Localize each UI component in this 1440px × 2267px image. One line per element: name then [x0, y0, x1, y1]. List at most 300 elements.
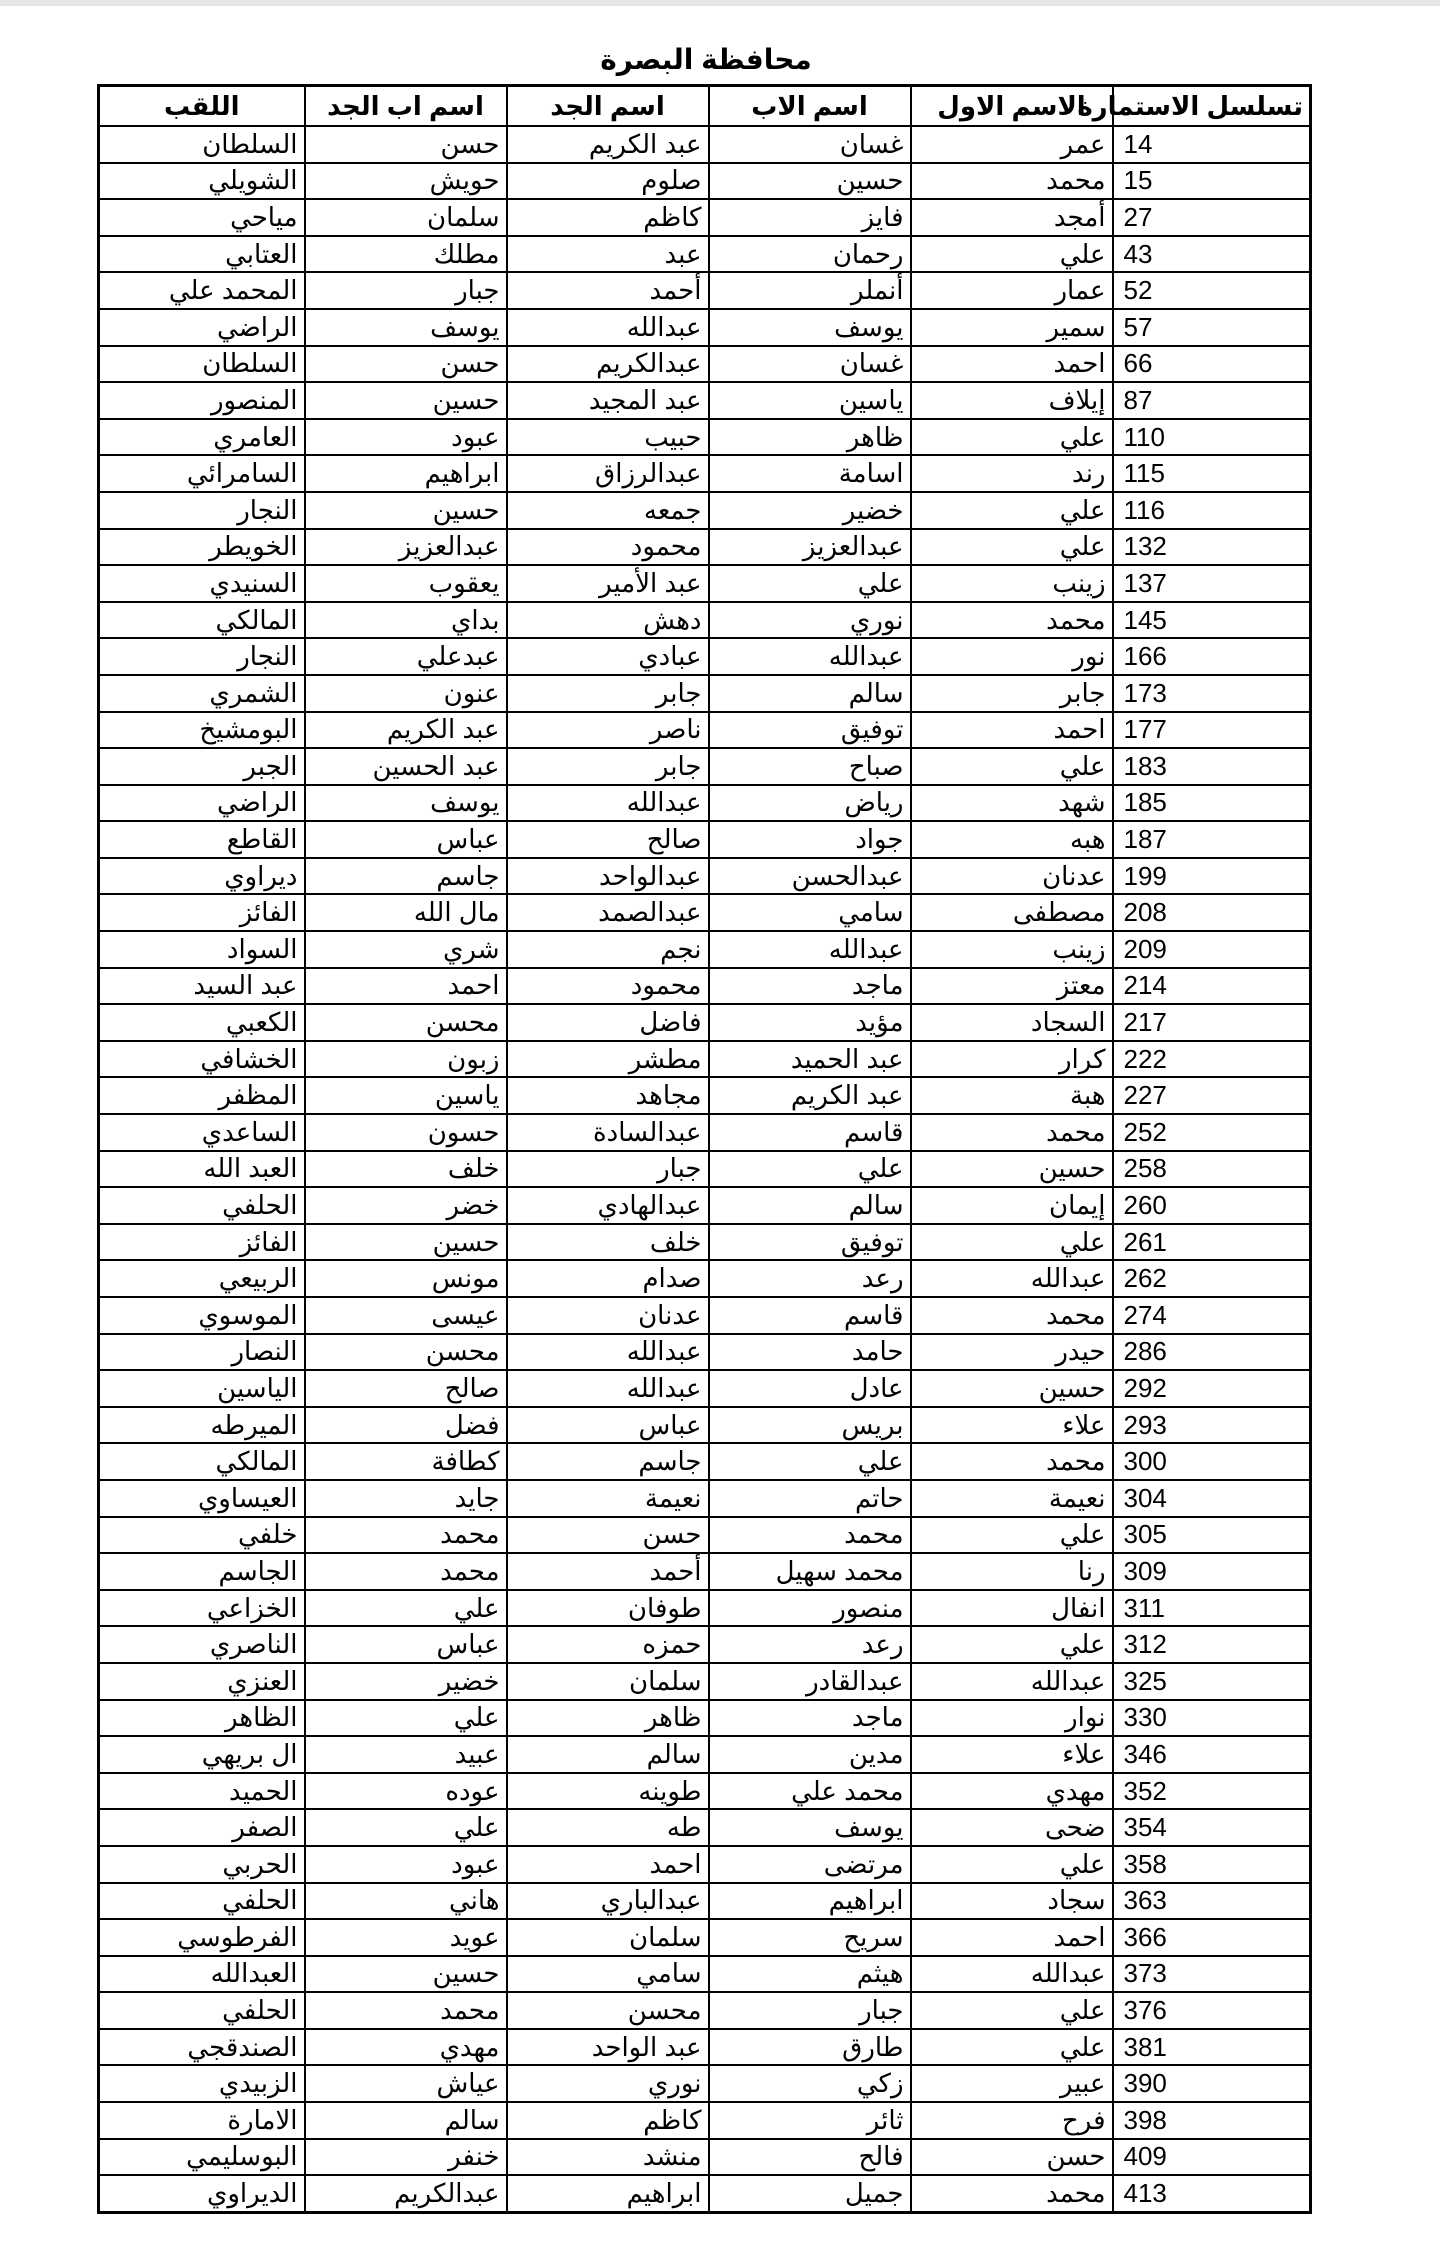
surname-cell: الراضي	[99, 309, 305, 346]
table-row	[99, 1626, 1311, 1663]
father-name-cell: منصور	[709, 1590, 911, 1627]
grandfather-name-cell: عبدالله	[507, 1370, 709, 1407]
form-sequence-cell: 66	[1113, 346, 1311, 383]
table-row	[99, 712, 1311, 749]
form-sequence-cell: 352	[1113, 1773, 1311, 1810]
father-name-cell: مرتضى	[709, 1846, 911, 1883]
table-row	[99, 455, 1311, 492]
surname-cell: العنزي	[99, 1663, 305, 1700]
first-name-cell: علاء	[911, 1736, 1113, 1773]
father-name-cell: اسامة	[709, 455, 911, 492]
first-name-cell: نعيمة	[911, 1480, 1113, 1517]
grandfather-name-cell: جمعه	[507, 492, 709, 529]
first-name-cell: علي	[911, 1517, 1113, 1554]
first-name-cell: علاء	[911, 1407, 1113, 1444]
great-grandfather-name-cell: عبيد	[305, 1736, 507, 1773]
form-sequence-cell: 381	[1113, 2029, 1311, 2066]
grandfather-name-cell: طه	[507, 1809, 709, 1846]
first-name-cell: جابر	[911, 675, 1113, 712]
table-row	[99, 2065, 1311, 2102]
form-sequence-cell: 390	[1113, 2065, 1311, 2102]
table-row	[99, 382, 1311, 419]
great-grandfather-name-cell: علي	[305, 1700, 507, 1737]
grandfather-name-cell: خلف	[507, 1224, 709, 1261]
table-row	[99, 675, 1311, 712]
surname-cell: السامرائي	[99, 455, 305, 492]
table-row	[99, 2139, 1311, 2176]
surname-cell: السواد	[99, 931, 305, 968]
table-row	[99, 1883, 1311, 1920]
grandfather-name-cell: عبد الأمير	[507, 565, 709, 602]
grandfather-name-cell: نعيمة	[507, 1480, 709, 1517]
surname-cell: الحلفي	[99, 1187, 305, 1224]
form-sequence-cell: 187	[1113, 821, 1311, 858]
form-sequence-cell: 177	[1113, 712, 1311, 749]
first-name-cell: السجاد	[911, 1004, 1113, 1041]
first-name-cell: زينب	[911, 565, 1113, 602]
grandfather-name-cell: حمزه	[507, 1626, 709, 1663]
great-grandfather-name-cell: محمد	[305, 1517, 507, 1554]
form-sequence-cell: 311	[1113, 1590, 1311, 1627]
surname-cell: عبد السيد	[99, 968, 305, 1005]
first-name-cell: كرار	[911, 1041, 1113, 1078]
great-grandfather-name-cell: مهدي	[305, 2029, 507, 2066]
grandfather-name-cell: أحمد	[507, 272, 709, 309]
father-name-cell: عبد الكريم	[709, 1077, 911, 1114]
form-sequence-cell: 116	[1113, 492, 1311, 529]
surname-cell: الظاهر	[99, 1700, 305, 1737]
grandfather-name-cell: عباس	[507, 1407, 709, 1444]
form-sequence-cell: 183	[1113, 748, 1311, 785]
great-grandfather-name-cell: عيسى	[305, 1297, 507, 1334]
great-grandfather-name-cell: ابراهيم	[305, 455, 507, 492]
father-name-cell: رياض	[709, 785, 911, 822]
grandfather-name-cell: حبيب	[507, 419, 709, 456]
form-sequence-cell: 27	[1113, 199, 1311, 236]
great-grandfather-name-cell: يوسف	[305, 785, 507, 822]
form-sequence-cell: 300	[1113, 1443, 1311, 1480]
father-name-cell: ماجد	[709, 968, 911, 1005]
first-name-cell: محمد	[911, 1297, 1113, 1334]
first-name-cell: أمجد	[911, 199, 1113, 236]
father-name-cell: جميل	[709, 2175, 911, 2212]
table-row	[99, 785, 1311, 822]
table-row	[99, 1809, 1311, 1846]
father-name-cell: توفيق	[709, 1224, 911, 1261]
great-grandfather-name-cell: جاسم	[305, 858, 507, 895]
first-name-cell: شهد	[911, 785, 1113, 822]
form-sequence-cell: 14	[1113, 126, 1311, 163]
first-name-cell: محمد	[911, 2175, 1113, 2212]
great-grandfather-name-cell: محمد	[305, 1553, 507, 1590]
father-name-cell: توفيق	[709, 712, 911, 749]
surname-cell: الربيعي	[99, 1260, 305, 1297]
father-name-cell: عبدالعزيز	[709, 529, 911, 566]
table-row	[99, 419, 1311, 456]
grandfather-name-cell: جابر	[507, 675, 709, 712]
first-name-cell: هبه	[911, 821, 1113, 858]
grandfather-name-cell: دهش	[507, 602, 709, 639]
great-grandfather-name-cell: عبدالكريم	[305, 2175, 507, 2212]
great-grandfather-name-cell: هاني	[305, 1883, 507, 1920]
great-grandfather-name-cell: خضير	[305, 1663, 507, 1700]
form-sequence-cell: 110	[1113, 419, 1311, 456]
form-sequence-cell: 57	[1113, 309, 1311, 346]
father-name-cell: علي	[709, 1151, 911, 1188]
grandfather-name-cell: عبدالصمد	[507, 894, 709, 931]
surname-cell: الفرطوسي	[99, 1919, 305, 1956]
father-name-cell: فايز	[709, 199, 911, 236]
table-row	[99, 858, 1311, 895]
grandfather-name-cell: طوفان	[507, 1590, 709, 1627]
header-surname: اللقب	[99, 86, 305, 127]
grandfather-name-cell: جاسم	[507, 1443, 709, 1480]
document-sheet	[100, 36, 1312, 2214]
great-grandfather-name-cell: سلمان	[305, 199, 507, 236]
great-grandfather-name-cell: عويد	[305, 1919, 507, 1956]
table-header-row	[99, 86, 1311, 127]
grandfather-name-cell: محمود	[507, 529, 709, 566]
great-grandfather-name-cell: شري	[305, 931, 507, 968]
table-row	[99, 1041, 1311, 1078]
form-sequence-cell: 252	[1113, 1114, 1311, 1151]
surname-cell: الحلفي	[99, 1883, 305, 1920]
surname-cell: الفائز	[99, 1224, 305, 1261]
first-name-cell: مهدي	[911, 1773, 1113, 1810]
father-name-cell: ثائر	[709, 2102, 911, 2139]
great-grandfather-name-cell: كطافة	[305, 1443, 507, 1480]
surname-cell: الحلفي	[99, 1992, 305, 2029]
grandfather-name-cell: سلمان	[507, 1663, 709, 1700]
father-name-cell: حسين	[709, 163, 911, 200]
form-sequence-cell: 209	[1113, 931, 1311, 968]
grandfather-name-cell: عبادي	[507, 638, 709, 675]
top-border-strip	[0, 0, 1440, 6]
great-grandfather-name-cell: احمد	[305, 968, 507, 1005]
page-title: محافظة البصرة	[600, 44, 812, 75]
father-name-cell: عبدالله	[709, 638, 911, 675]
surname-cell: خلفي	[99, 1517, 305, 1554]
surname-cell: السلطان	[99, 346, 305, 383]
table-row	[99, 1663, 1311, 1700]
surname-cell: العبد الله	[99, 1151, 305, 1188]
grandfather-name-cell: عبدالواحد	[507, 858, 709, 895]
surname-cell: ديراوي	[99, 858, 305, 895]
great-grandfather-name-cell: محمد	[305, 1992, 507, 2029]
surname-cell: العتابي	[99, 236, 305, 273]
great-grandfather-name-cell: زبون	[305, 1041, 507, 1078]
father-name-cell: صباح	[709, 748, 911, 785]
great-grandfather-name-cell: حسون	[305, 1114, 507, 1151]
first-name-cell: عدنان	[911, 858, 1113, 895]
form-sequence-cell: 286	[1113, 1334, 1311, 1371]
surname-cell: البومشيخ	[99, 712, 305, 749]
table-row	[99, 1846, 1311, 1883]
grandfather-name-cell: كاظم	[507, 199, 709, 236]
surname-cell: الخزاعي	[99, 1590, 305, 1627]
father-name-cell: علي	[709, 565, 911, 602]
grandfather-name-cell: عبد	[507, 236, 709, 273]
form-sequence-cell: 217	[1113, 1004, 1311, 1041]
great-grandfather-name-cell: جايد	[305, 1480, 507, 1517]
table-row	[99, 748, 1311, 785]
great-grandfather-name-cell: محسن	[305, 1334, 507, 1371]
table-row	[99, 2175, 1311, 2212]
table-row	[99, 346, 1311, 383]
father-name-cell: عبدالحسن	[709, 858, 911, 895]
header-first-name: الاسم الاول	[911, 86, 1113, 127]
father-name-cell: سريح	[709, 1919, 911, 1956]
grandfather-name-cell: سالم	[507, 1736, 709, 1773]
grandfather-name-cell: مطشر	[507, 1041, 709, 1078]
surname-cell: الخويطر	[99, 529, 305, 566]
first-name-cell: علي	[911, 1224, 1113, 1261]
form-sequence-cell: 262	[1113, 1260, 1311, 1297]
grandfather-name-cell: أحمد	[507, 1553, 709, 1590]
grandfather-name-cell: عبدالله	[507, 1334, 709, 1371]
grandfather-name-cell: كاظم	[507, 2102, 709, 2139]
form-sequence-cell: 227	[1113, 1077, 1311, 1114]
table-row	[99, 1553, 1311, 1590]
table-row	[99, 1004, 1311, 1041]
form-sequence-cell: 214	[1113, 968, 1311, 1005]
great-grandfather-name-cell: عبود	[305, 1846, 507, 1883]
surname-cell: النجار	[99, 638, 305, 675]
great-grandfather-name-cell: بداي	[305, 602, 507, 639]
form-sequence-cell: 409	[1113, 2139, 1311, 2176]
great-grandfather-name-cell: جبار	[305, 272, 507, 309]
father-name-cell: عادل	[709, 1370, 911, 1407]
table-row	[99, 1151, 1311, 1188]
form-sequence-cell: 15	[1113, 163, 1311, 200]
surname-cell: الميرطه	[99, 1407, 305, 1444]
grandfather-name-cell: محمود	[507, 968, 709, 1005]
grandfather-name-cell: منشد	[507, 2139, 709, 2176]
surname-cell: المالكي	[99, 1443, 305, 1480]
father-name-cell: مدين	[709, 1736, 911, 1773]
great-grandfather-name-cell: يعقوب	[305, 565, 507, 602]
great-grandfather-name-cell: خلف	[305, 1151, 507, 1188]
father-name-cell: رعد	[709, 1626, 911, 1663]
table-row	[99, 1224, 1311, 1261]
first-name-cell: إيمان	[911, 1187, 1113, 1224]
form-sequence-cell: 358	[1113, 1846, 1311, 1883]
grandfather-name-cell: عبد المجيد	[507, 382, 709, 419]
father-name-cell: سالم	[709, 675, 911, 712]
great-grandfather-name-cell: حسين	[305, 492, 507, 529]
surname-cell: الزبيدي	[99, 2065, 305, 2102]
first-name-cell: محمد	[911, 1443, 1113, 1480]
great-grandfather-name-cell: حسن	[305, 346, 507, 383]
table-row	[99, 236, 1311, 273]
table-row	[99, 2102, 1311, 2139]
table-row	[99, 1370, 1311, 1407]
father-name-cell: زكي	[709, 2065, 911, 2102]
grandfather-name-cell: عبد الكريم	[507, 126, 709, 163]
father-name-cell: ظاهر	[709, 419, 911, 456]
great-grandfather-name-cell: محسن	[305, 1004, 507, 1041]
surname-cell: الحميد	[99, 1773, 305, 1810]
surname-cell: الصندقجي	[99, 2029, 305, 2066]
first-name-cell: احمد	[911, 346, 1113, 383]
form-sequence-cell: 199	[1113, 858, 1311, 895]
first-name-cell: عبدالله	[911, 1663, 1113, 1700]
father-name-cell: قاسم	[709, 1297, 911, 1334]
form-sequence-cell: 373	[1113, 1956, 1311, 1993]
surname-cell: الناصري	[99, 1626, 305, 1663]
grandfather-name-cell: حسن	[507, 1517, 709, 1554]
first-name-cell: محمد	[911, 602, 1113, 639]
first-name-cell: عمار	[911, 272, 1113, 309]
grandfather-name-cell: احمد	[507, 1846, 709, 1883]
surname-cell: النجار	[99, 492, 305, 529]
surname-cell: المنصور	[99, 382, 305, 419]
table-row	[99, 1114, 1311, 1151]
first-name-cell: محمد	[911, 163, 1113, 200]
first-name-cell: نوار	[911, 1700, 1113, 1737]
first-name-cell: علي	[911, 748, 1113, 785]
form-sequence-cell: 261	[1113, 1224, 1311, 1261]
great-grandfather-name-cell: عوده	[305, 1773, 507, 1810]
table-row	[99, 968, 1311, 1005]
first-name-cell: علي	[911, 1626, 1113, 1663]
first-name-cell: انفال	[911, 1590, 1113, 1627]
great-grandfather-name-cell: فضل	[305, 1407, 507, 1444]
grandfather-name-cell: صالح	[507, 821, 709, 858]
form-sequence-cell: 185	[1113, 785, 1311, 822]
grandfather-name-cell: نوري	[507, 2065, 709, 2102]
first-name-cell: علي	[911, 529, 1113, 566]
first-name-cell: احمد	[911, 1919, 1113, 1956]
form-sequence-cell: 258	[1113, 1151, 1311, 1188]
form-sequence-cell: 260	[1113, 1187, 1311, 1224]
surname-cell: مياحي	[99, 199, 305, 236]
first-name-cell: محمد	[911, 1114, 1113, 1151]
first-name-cell: احمد	[911, 712, 1113, 749]
great-grandfather-name-cell: عياش	[305, 2065, 507, 2102]
form-sequence-cell: 330	[1113, 1700, 1311, 1737]
surname-cell: الياسين	[99, 1370, 305, 1407]
grandfather-name-cell: محسن	[507, 1992, 709, 2029]
surname-cell: الساعدي	[99, 1114, 305, 1151]
father-name-cell: غسان	[709, 126, 911, 163]
form-sequence-cell: 87	[1113, 382, 1311, 419]
great-grandfather-name-cell: علي	[305, 1809, 507, 1846]
first-name-cell: نور	[911, 638, 1113, 675]
surname-cell: الشمري	[99, 675, 305, 712]
great-grandfather-name-cell: عباس	[305, 821, 507, 858]
table-row	[99, 272, 1311, 309]
table-row	[99, 529, 1311, 566]
great-grandfather-name-cell: حويش	[305, 163, 507, 200]
table-row	[99, 163, 1311, 200]
first-name-cell: علي	[911, 236, 1113, 273]
great-grandfather-name-cell: مال الله	[305, 894, 507, 931]
table-row	[99, 1297, 1311, 1334]
grandfather-name-cell: عبدالرزاق	[507, 455, 709, 492]
grandfather-name-cell: ظاهر	[507, 1700, 709, 1737]
form-sequence-cell: 413	[1113, 2175, 1311, 2212]
great-grandfather-name-cell: خضر	[305, 1187, 507, 1224]
first-name-cell: علي	[911, 2029, 1113, 2066]
names-table	[97, 84, 1312, 2214]
surname-cell: المالكي	[99, 602, 305, 639]
table-row	[99, 1480, 1311, 1517]
first-name-cell: إيلاف	[911, 382, 1113, 419]
header-form-sequence: تسلسل الاستمارة	[1113, 86, 1311, 127]
form-sequence-cell: 346	[1113, 1736, 1311, 1773]
grandfather-name-cell: نجم	[507, 931, 709, 968]
table-row	[99, 1590, 1311, 1627]
father-name-cell: عبدالقادر	[709, 1663, 911, 1700]
father-name-cell: ياسين	[709, 382, 911, 419]
grandfather-name-cell: فاضل	[507, 1004, 709, 1041]
great-grandfather-name-cell: حسن	[305, 126, 507, 163]
first-name-cell: رند	[911, 455, 1113, 492]
surname-cell: النصار	[99, 1334, 305, 1371]
table-body	[99, 126, 1311, 2212]
father-name-cell: فالح	[709, 2139, 911, 2176]
great-grandfather-name-cell: حسين	[305, 382, 507, 419]
surname-cell: القاطع	[99, 821, 305, 858]
table-row	[99, 2029, 1311, 2066]
form-sequence-cell: 312	[1113, 1626, 1311, 1663]
table-row	[99, 1334, 1311, 1371]
father-name-cell: عبدالله	[709, 931, 911, 968]
first-name-cell: علي	[911, 1846, 1113, 1883]
grandfather-name-cell: عبدالكريم	[507, 346, 709, 383]
table-row	[99, 1260, 1311, 1297]
father-name-cell: رعد	[709, 1260, 911, 1297]
grandfather-name-cell: ابراهيم	[507, 2175, 709, 2212]
form-sequence-cell: 325	[1113, 1663, 1311, 1700]
father-name-cell: سالم	[709, 1187, 911, 1224]
surname-cell: الامارة	[99, 2102, 305, 2139]
great-grandfather-name-cell: يوسف	[305, 309, 507, 346]
great-grandfather-name-cell: ياسين	[305, 1077, 507, 1114]
father-name-cell: قاسم	[709, 1114, 911, 1151]
grandfather-name-cell: جابر	[507, 748, 709, 785]
great-grandfather-name-cell: عبود	[305, 419, 507, 456]
table-row	[99, 821, 1311, 858]
father-name-cell: سامي	[709, 894, 911, 931]
surname-cell: الكعبي	[99, 1004, 305, 1041]
great-grandfather-name-cell: سالم	[305, 2102, 507, 2139]
great-grandfather-name-cell: صالح	[305, 1370, 507, 1407]
form-sequence-cell: 115	[1113, 455, 1311, 492]
first-name-cell: زينب	[911, 931, 1113, 968]
surname-cell: الديراوي	[99, 2175, 305, 2212]
table-row	[99, 1443, 1311, 1480]
grandfather-name-cell: مجاهد	[507, 1077, 709, 1114]
table-row	[99, 1773, 1311, 1810]
surname-cell: الموسوي	[99, 1297, 305, 1334]
surname-cell: السنيدي	[99, 565, 305, 602]
father-name-cell: جواد	[709, 821, 911, 858]
form-sequence-cell: 222	[1113, 1041, 1311, 1078]
father-name-cell: ماجد	[709, 1700, 911, 1737]
father-name-cell: هيثم	[709, 1956, 911, 1993]
surname-cell: الجبر	[99, 748, 305, 785]
surname-cell: المظفر	[99, 1077, 305, 1114]
form-sequence-cell: 305	[1113, 1517, 1311, 1554]
first-name-cell: رنا	[911, 1553, 1113, 1590]
great-grandfather-name-cell: عبد الحسين	[305, 748, 507, 785]
form-sequence-cell: 52	[1113, 272, 1311, 309]
father-name-cell: غسان	[709, 346, 911, 383]
first-name-cell: سمير	[911, 309, 1113, 346]
form-sequence-cell: 208	[1113, 894, 1311, 931]
